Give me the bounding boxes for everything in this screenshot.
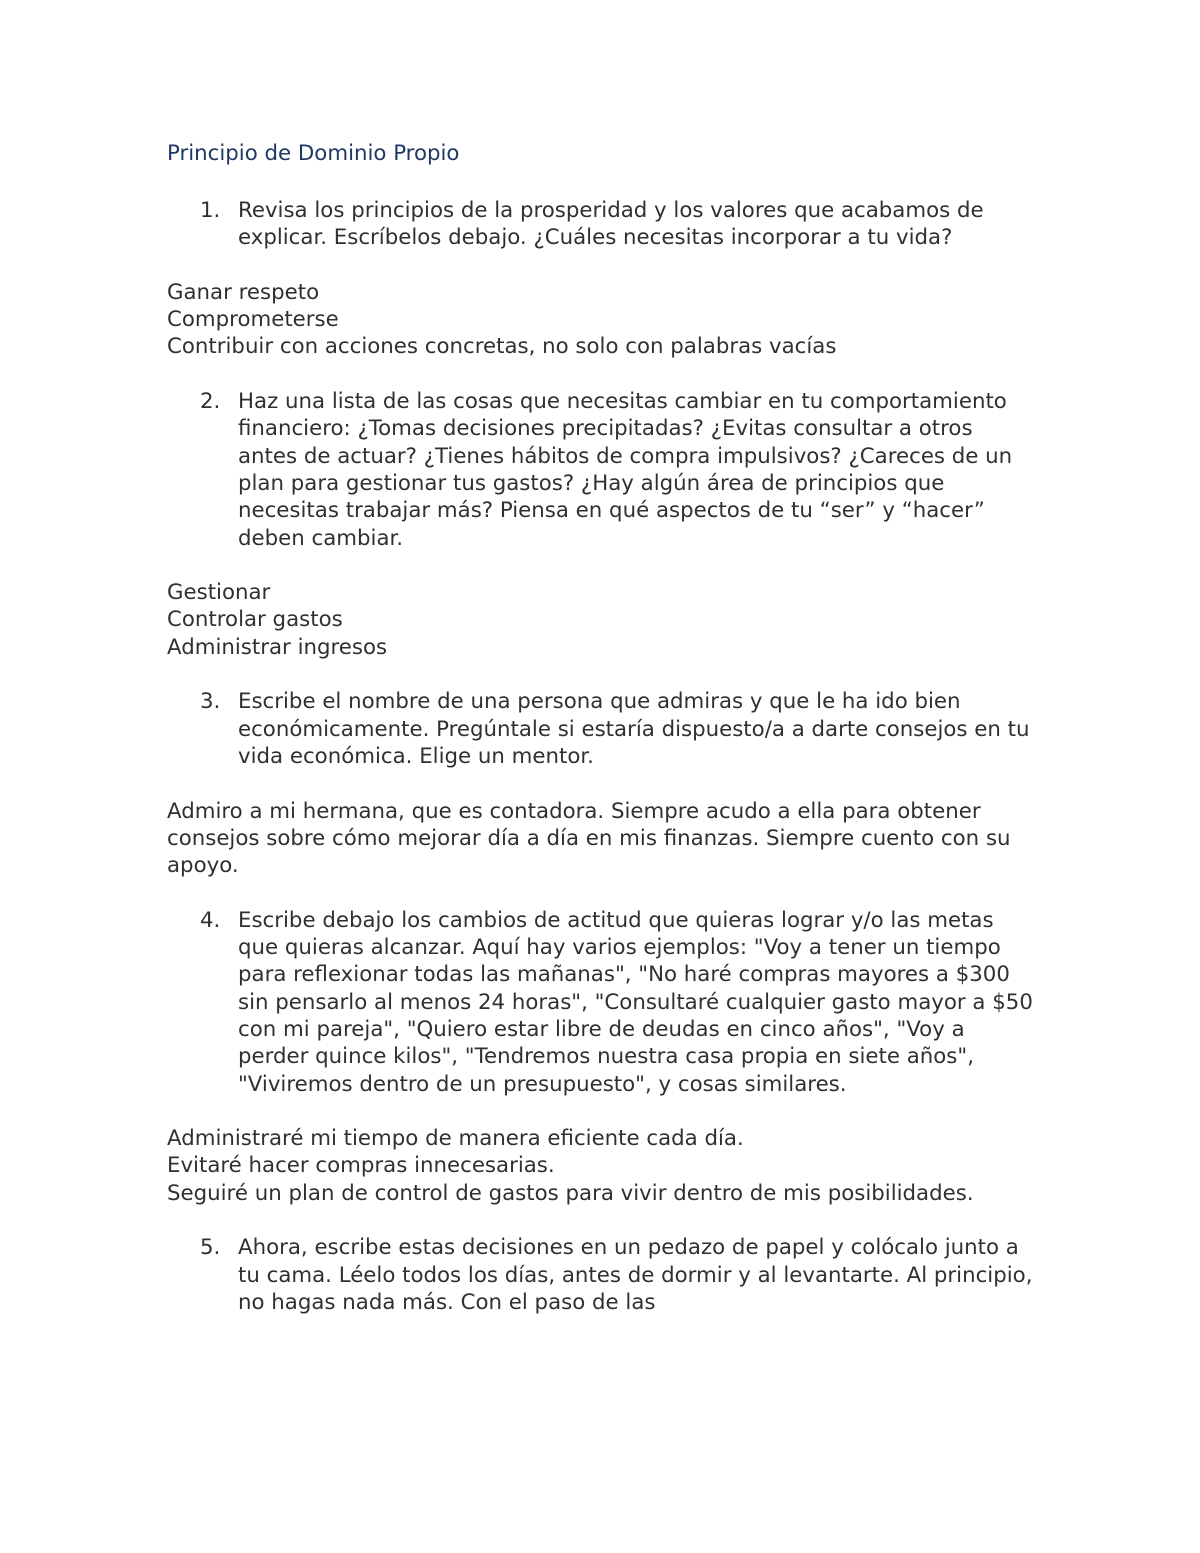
question-number: 5. [200,1235,221,1261]
question-text: Haz una lista de las cosas que necesitas cambiar en tu comportamiento financiero: ¿Tomas decisiones precipitadas? ¿Evitas consultar a otros antes de actuar? ¿Tienes hábitos de compra impulsivos? ¿Careces de un plan para gestionar tus gastos? ¿Hay algún área de principios que necesitas trabajar más? Piensa en qué aspectos de tu “ser” y “hacer” deben cambiar. [238,389,1013,551]
document-page [167,138,1047,1343]
answer-block-3 [167,798,1047,880]
answer-block-4 [167,1125,1047,1207]
answer-block-2 [167,579,1047,661]
question-4 [167,907,1047,1098]
answer-line: Contribuir con acciones concretas, no solo con palabras vacías [167,334,837,360]
answer-line: Administraré mi tiempo de manera eficiente cada día. [167,1126,744,1152]
answer-line: Seguiré un plan de control de gastos para vivir dentro de mis posibilidades. [167,1180,974,1206]
question-3 [167,688,1047,770]
question-number: 2. [200,389,221,415]
question-text: Escribe el nombre de una persona que admiras y que le ha ido bien económicamente. Pregúntale si estaría dispuesto/a a darte consejos en tu vida económica. Elige un mentor. [238,689,1030,769]
answer-line: Controlar gastos [167,607,343,633]
question-text: Revisa los principios de la prosperidad y los valores que acabamos de explicar. Escríbelos debajo. ¿Cuáles necesitas incorporar a tu vida? [238,198,984,251]
question-number: 1. [200,198,221,223]
answer-block-1 [167,279,1047,361]
answer-line: Ganar respeto [167,279,320,305]
answer-line: Administrar ingresos [167,634,388,660]
answer-line: Evitaré hacer compras innecesarias. [167,1153,555,1179]
question-number: 4. [200,907,221,933]
document-title: Principio de Dominio Propio [167,141,460,166]
question-2 [167,388,1047,552]
answer-line: Gestionar [167,580,271,606]
question-text: Ahora, escribe estas decisiones en un pedazo de papel y colócalo junto a tu cama. Léelo todos los días, antes de dormir y al levantarte. Al principio, no hagas nada más. Con el paso de las [238,1235,1033,1315]
answer-line: Comprometerse [167,307,339,333]
answer-paragraph: Admiro a mi hermana, que es contadora. Siempre acudo a ella para obtener consejos sobre cómo mejorar día a día en mis finanzas. Siempre cuento con su apoyo. [167,798,1011,879]
question-5 [167,1234,1047,1316]
question-text: Escribe debajo los cambios de actitud que quieras lograr y/o las metas que quieras alcanzar. Aquí hay varios ejemplos: "Voy a tener un tiempo para reflexionar todas las mañanas", "No haré compras mayores a $300 sin pensarlo al menos 24 horas", "Consultaré cualquier gasto mayor a $50 con mi pareja", "Quiero estar libre de deudas en cinco años", "Voy a perder quince kilos", "Tendremos nuestra casa propia en siete años", "Viviremos dentro de un presupuesto", y cosas similares. [238,907,1033,1097]
question-1 [167,197,1047,252]
question-number: 3. [200,689,221,715]
